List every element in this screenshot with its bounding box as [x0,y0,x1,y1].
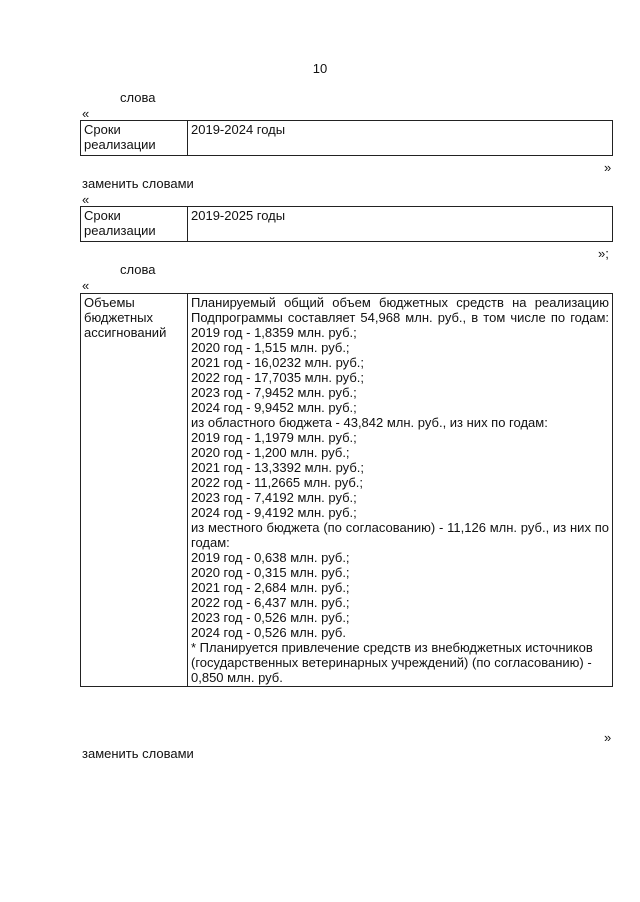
budget-value-cell [188,294,613,687]
table-old-term [80,120,613,156]
budget-label: Объемы бюджетных ассигнований [84,295,167,340]
open-quote: « [82,106,90,121]
close-quote-semicolon: »; [598,246,609,261]
page-number: 10 [312,61,328,76]
term-value-cell [188,121,613,156]
total-year-line: 2020 год - 1,515 млн. руб.; [191,340,350,355]
regional-year-line: 2023 год - 7,4192 млн. руб.; [191,490,357,505]
local-year-line: 2024 год - 0,526 млн. руб. [191,625,346,640]
total-year-line: 2023 год - 7,9452 млн. руб.; [191,385,357,400]
close-quote: » [604,160,612,175]
local-intro: из местного бюджета (по согласованию) - 11,126 млн. руб., из них по годам: [191,520,609,550]
regional-year-line: 2024 год - 9,4192 млн. руб.; [191,505,357,520]
total-year-line: 2021 год - 16,0232 млн. руб.; [191,355,364,370]
term-label-cell [81,207,188,242]
term-value: 2019-2025 годы [191,208,286,223]
local-year-line: 2021 год - 2,684 млн. руб.; [191,580,350,595]
term-value-cell [188,207,613,242]
regional-year-line: 2019 год - 1,1979 млн. руб.; [191,430,357,445]
local-year-line: 2022 год - 6,437 млн. руб.; [191,595,350,610]
paragraph-slova: слова [120,262,156,277]
paragraph-zamenit: заменить словами [82,176,194,191]
term-label-cell [81,121,188,156]
table-new-term [80,206,613,242]
total-year-line: 2022 год - 17,7035 млн. руб.; [191,370,364,385]
open-quote: « [82,278,90,293]
total-year-line: 2024 год - 9,9452 млн. руб.; [191,400,357,415]
open-quote: « [82,192,90,207]
regional-intro: из областного бюджета - 43,842 млн. руб., из них по годам: [191,415,548,430]
paragraph-zamenit: заменить словами [82,746,194,761]
term-label: Сроки реализации [84,122,156,152]
local-year-line: 2019 год - 0,638 млн. руб.; [191,550,350,565]
budget-note: * Планируется привлечение средств из внебюджетных источников (государственных ветеринарных учреждений) (по согласованию) - 0,850 млн. руб. [191,640,593,685]
local-year-line: 2023 год - 0,526 млн. руб.; [191,610,350,625]
regional-year-line: 2022 год - 11,2665 млн. руб.; [191,475,364,490]
local-year-line: 2020 год - 0,315 млн. руб.; [191,565,350,580]
close-quote: » [604,730,612,745]
term-label: Сроки реализации [84,208,156,238]
budget-intro: Планируемый общий объем бюджетных средств на реализацию Подпрограммы составляет 54,968 млн. руб., в том числе по годам: [191,295,609,325]
paragraph-slova: слова [120,90,156,105]
regional-year-line: 2020 год - 1,200 млн. руб.; [191,445,350,460]
term-value: 2019-2024 годы [191,122,286,137]
budget-label-cell [81,294,188,687]
total-year-line: 2019 год - 1,8359 млн. руб.; [191,325,357,340]
regional-year-line: 2021 год - 13,3392 млн. руб.; [191,460,364,475]
table-budget [80,293,613,687]
